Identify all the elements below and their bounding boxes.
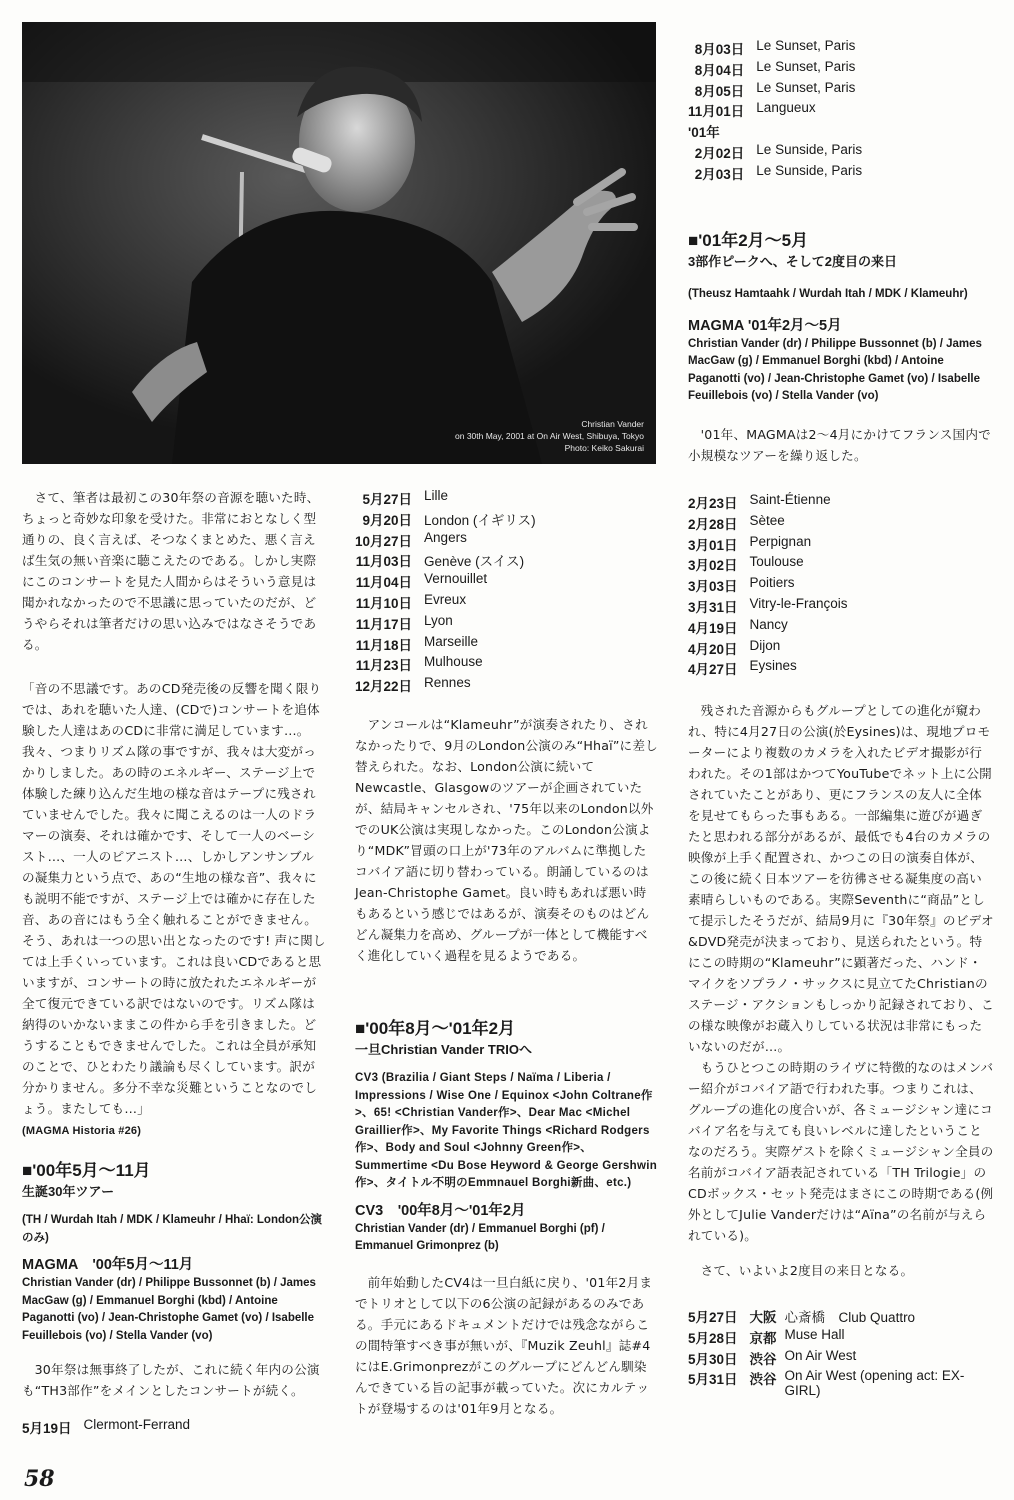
date-row <box>688 534 848 555</box>
place: Vitry-le-François <box>749 595 848 611</box>
place: Poitiers <box>749 575 795 591</box>
band-title: MAGMA '00年5月〜11月 <box>22 1257 194 1273</box>
place: Le Sunside, Paris <box>756 162 863 178</box>
date-row <box>688 575 848 596</box>
tour-paragraph: '01年、MAGMAは2〜4月にかけてフランス国内で小規模なツアーを繰り返した。 <box>688 426 991 463</box>
place: London (イギリス) <box>424 512 536 528</box>
place: Rennes <box>424 675 471 691</box>
date-row <box>688 513 848 534</box>
place: Evreux <box>424 591 467 607</box>
quote-reference: (MAGMA Historia #26) <box>22 1125 142 1137</box>
venue: On Air West (opening act: EX-GIRL) <box>784 1368 965 1399</box>
place: Genève (スイス) <box>424 554 525 570</box>
place: Nancy <box>749 616 788 632</box>
date-row <box>688 38 862 59</box>
col3-dates-top <box>688 38 994 184</box>
col1-quote <box>22 678 326 1142</box>
place: Le Sunset, Paris <box>756 58 856 74</box>
date: 5月30日 <box>688 1351 738 1367</box>
section-heading: ■'00年8月〜'01年2月 <box>355 1019 516 1038</box>
date: 2月02日 <box>694 145 745 161</box>
col3-body <box>688 700 994 1281</box>
city: 大阪 <box>749 1310 777 1325</box>
place: Dijon <box>749 637 781 653</box>
date: 5月27日 <box>362 492 413 507</box>
date-row <box>688 163 862 184</box>
section-subheading: 一旦Christian Vander TRIOへ <box>355 1042 532 1057</box>
member-intro-paragraph: もうひとつこの時期のライヴに特徴的なのはメンバー紹介がコバイア語で行われた事。つまりこれは、グループの進化の度合いが、各ミュージシャン達にコバイア名を与えても良いレベルに達したということなのだろう。実際ゲストを除くミュージシャン全員の名前がコバイア語表記されている「TH Trilogie」のCDボックス・セット発売はまさにこの時期である(例外としてJulie Vanderだけは“Aïna”の名前が与えられている)。 <box>688 1060 994 1243</box>
date-list <box>355 488 536 696</box>
date: 11月04日 <box>355 575 413 591</box>
band-title: CV3 '00年8月〜'01年2月 <box>355 1202 526 1219</box>
venue: On Air West <box>784 1347 857 1363</box>
date-row <box>688 100 862 121</box>
date: 9月20日 <box>362 512 413 528</box>
date: 2月23日 <box>688 496 738 511</box>
place: Clermont-Ferrand <box>83 1417 191 1432</box>
date: 11月18日 <box>355 637 413 653</box>
band-title: MAGMA '01年2月〜5月 <box>688 317 842 334</box>
band-members: Christian Vander (dr) / Philippe Bussonnet (b) / James MacGaw (g) / Emmanuel Borghi (kbd) / Antoine Paganotti (vo) / Jean-Christophe Gamet (vo) / Isabelle Feuillebois (vo) / Stella Vander (vo) <box>22 1277 316 1342</box>
date-row <box>688 554 848 575</box>
encore-paragraph: アンコールは“Klameuhr”が演奏されたり、されなかったりで、9月のLondon公演のみ“Hhaï”に差し替えられた。なお、London公演に続いてNewcastle、Glasgowのツアーが企画されていたが、結局キャンセルされ、'75年以来のLondon以外でのUK公演は実現しなかった。このLondon公演より“MDK”冒頭の口上が'73年のアルバムに準拠したコバイア語に切り替わっている。朗誦しているのはJean-Christophe Gamet。良い時もあれば悪い時もあるという感じではあるが、演奏そのものはどんどん凝集力を高め、グループが一体として機能すべく進化していく過程を見るようである。 <box>355 717 658 963</box>
year-label: '01年 <box>688 125 720 141</box>
section-repertoire: CV3 (Brazilia / Giant Steps / Naïma / Liberia / Impressions / Wise One / Equinox <John Coltrane作>、65! <Christian Vander作>、Dear Mac <Michel Graillier作>、My Favorite Things <Richard Rodgers作>、Body and Soul <Johnny Green作>、Summertime <Du Bose Heyword & George Gershwin作>、タイトル不明のEmmnauel Borghi新曲、etc.) <box>355 1072 658 1189</box>
date-row <box>688 1348 975 1369</box>
date: 5月19日 <box>22 1421 72 1436</box>
city: 渋谷 <box>749 1351 777 1367</box>
place: Perpignan <box>749 533 812 549</box>
concert-photo <box>22 22 656 464</box>
city: 渋谷 <box>749 1372 777 1388</box>
place: Mulhouse <box>424 654 483 670</box>
date: 11月10日 <box>355 595 413 611</box>
band-members: Christian Vander (dr) / Philippe Bussonnet (b) / James MacGaw (g) / Emmanuel Borghi (kbd) / Antoine Paganotti (vo) / Jean-Christophe Gamet (vo) / Isabelle Feuillebois (vo) / Stella Vander (vo) <box>688 337 982 402</box>
place: Le Sunset, Paris <box>756 38 856 53</box>
cv3-paragraph: 前年始動したCV4は一旦白紙に戻り、'01年2月までトリオとして以下の6公演の記録があるのみである。手元にあるドキュメントだけでは残念ながらこの間特筆すべき事が無いが、『Muzik Zeuhl』誌#4にはE.Grimonprezがこのグループにどんどん馴染んできている旨の記事が載っていた。次にカルテットが登場するのは'01年9月となる。 <box>355 1274 653 1416</box>
section-heading: ■'01年2月〜5月 <box>688 231 809 250</box>
date: 2月03日 <box>694 166 745 182</box>
date-row <box>355 509 536 530</box>
date-row <box>688 1327 975 1348</box>
place: Eysines <box>749 658 797 674</box>
date: 11月17日 <box>355 616 413 632</box>
place: Toulouse <box>749 554 804 570</box>
date-row <box>688 80 862 101</box>
quote-paragraph: 「音の不思議です。あのCD発売後の反響を聞く限りでは、あれを聴いた人達、(CDで)コンサートを追体験した人達はあのCDに非常に満足しています…。我々、つまりリズム隊の事ですが、我々は大変がっかりしました。あの時のエネルギー、ステージ上で体験した練り込んだ生地の様な音はテープに残されていませんでした。我々に聞こえるのは一人のドラマーの演奏、それは確かです、そして一人のベーシスト…、一人のピアニスト…、しかしアンサンブルの凝集力という点で、あの“生地の様な音”、我々にも説明不能ですが、ステージ上では確かに存在した音、あの音にはもう全く触れることができません。そう、あれは一つの思い出となったのです! 声に関しては上手くいっています。これは良いCDであると思いますが、コンサートの時に放たれたエネルギーが全て復元できている訳ではないのです。リズム隊は納得のいかないままこの件から手を引きました。どうすることもできませんでした。これは全員が承知のことで、ひとわたり議論も尽くしています。訳が分かりません。多分不幸な災難ということなのでしょう。またしても…」 <box>22 681 326 1116</box>
date: 8月05日 <box>694 83 745 99</box>
date: 8月04日 <box>694 62 745 78</box>
section-repertoire: (Theusz Hamtaahk / Wurdah Itah / MDK / Klameuhr) <box>688 288 968 300</box>
date-row <box>688 59 862 80</box>
section-00-may-nov <box>22 1160 326 1438</box>
video-paragraph: 残された音源からもグループとしての進化が窺われ、特に4月27日の公演(於Eysines)は、現地プロモーターにより複数のカメラを入れたビデオ撮影が行われた。その1部はかつてYouTubeでネット上に公開されていたことがあり、更にフランスの友人に全体を見せてもらった事もある。一部編集に遊びが過ぎたと思われる部分があるが、最低でも4台のカメラの映像が上手く配置され、かつこの日の演奏自体が、この後に続く日本ツアーを彷彿させる凝集度の高い素晴らしいものである。実際Seventhに“商品”として提示したそうだが、結局9月に『30年祭』のビデオ&DVD発売が決まっており、見送られたという。特にこの時期の“Klameuhr”に顕著だった、ハンド・マイクをソプラノ・サックスに見立てたChristianのステージ・アクションもしっかり記録されており、この様な映像がお蔵入りしている状況は非常にもったいないのだが…。 <box>688 703 994 1054</box>
col2-dates <box>355 488 659 696</box>
date-row <box>355 634 536 655</box>
date: 5月31日 <box>688 1372 738 1388</box>
date-row <box>355 654 536 675</box>
date: 10月27日 <box>355 533 413 549</box>
band-members: Christian Vander (dr) / Emmanuel Borghi (pf) / Emmanuel Grimonprez (b) <box>355 1222 605 1252</box>
date: 3月03日 <box>688 579 738 595</box>
date: 4月27日 <box>688 662 738 678</box>
caption-name: Christian Vander <box>581 419 644 429</box>
caption-event: on 30th May, 2001 at On Air West, Shibuya, Tokyo <box>455 431 644 441</box>
intro-paragraph: さて、筆者は最初この30年祭の音源を聴いた時、ちょっと奇妙な印象を受けた。非常におとなしく型通りの、良く言えば、そつなくまとめた、悪く言えば生気の無い音楽に聴こえたのである。しかし実際にこのコンサートを見た人間からはそういう意見は聞かれなかったので不思議に思っていたのだが、どうやらそれは筆者だけの思い込みではなさそうである。 <box>22 490 320 652</box>
date: 4月19日 <box>688 620 738 636</box>
date: 3月31日 <box>688 599 738 615</box>
date-row <box>688 617 848 638</box>
date-row <box>355 530 536 551</box>
page-number: 58 <box>24 1466 55 1492</box>
caption-credit: Photo: Keiko Sakurai <box>564 443 644 453</box>
closing-paragraph: 30年祭は無事終了したが、これに続く年内の公演も“TH3部作”をメインとしたコンサートが続く。 <box>22 1362 320 1398</box>
date-row <box>688 658 848 679</box>
date: 2月28日 <box>688 516 738 532</box>
date: 5月28日 <box>688 1330 738 1346</box>
date-row <box>22 1417 190 1438</box>
date-list <box>688 38 862 184</box>
date-row <box>688 638 848 659</box>
date: 3月02日 <box>688 558 738 574</box>
place: Angers <box>424 529 467 545</box>
section-00-aug-01-feb <box>355 1018 659 1419</box>
section-subheading: 3部作ピークへ、そして2度目の来日 <box>688 254 897 269</box>
place: Saint-Étienne <box>749 492 831 507</box>
date: 11月01日 <box>688 104 745 120</box>
date: 11月23日 <box>355 658 413 674</box>
venue: Muse Hall <box>784 1326 845 1342</box>
date: 4月20日 <box>688 641 738 657</box>
date-list <box>688 492 848 679</box>
place: Vernouillet <box>424 571 488 587</box>
japan-intro-paragraph: さて、いよいよ2度目の来日となる。 <box>700 1263 914 1278</box>
col1-intro <box>22 487 326 655</box>
date-list <box>22 1417 190 1438</box>
date: 8月03日 <box>694 42 745 57</box>
date: 5月27日 <box>688 1310 738 1325</box>
section-heading: ■'00年5月〜11月 <box>22 1161 151 1180</box>
date-row <box>355 592 536 613</box>
date-row <box>355 488 536 509</box>
singer-photo-illustration <box>22 22 656 464</box>
place: Sètee <box>749 512 785 528</box>
date-row <box>355 613 536 634</box>
date-row <box>355 550 536 571</box>
date-row <box>688 1368 975 1398</box>
photo-caption <box>455 418 644 454</box>
section-01-feb-may <box>688 230 994 466</box>
date: 3月01日 <box>688 537 738 553</box>
place: Le Sunside, Paris <box>756 141 863 157</box>
japan-date-list <box>688 1306 975 1398</box>
section-subheading: 生誕30年ツアー <box>22 1184 115 1199</box>
col3-dates-mid <box>688 492 994 679</box>
city: 京都 <box>749 1330 777 1346</box>
date-row <box>688 142 862 163</box>
place: Marseille <box>424 633 479 649</box>
place: Lyon <box>424 612 453 628</box>
col3-japan-dates <box>688 1306 994 1398</box>
date: 11月03日 <box>355 554 413 570</box>
date-row <box>688 1306 975 1327</box>
date: 12月22日 <box>355 679 413 695</box>
date-row <box>688 492 848 513</box>
year-row <box>688 121 862 142</box>
place: Langueux <box>756 100 816 116</box>
date-row <box>355 675 536 696</box>
date-row <box>688 596 848 617</box>
place: Le Sunset, Paris <box>756 79 856 95</box>
venue: 心斎橋 Club Quattro <box>784 1310 916 1325</box>
date-row <box>355 571 536 592</box>
place: Lille <box>424 488 449 503</box>
section-repertoire: (TH / Wurdah Itah / MDK / Klameuhr / Hhaï: London公演のみ) <box>22 1214 323 1244</box>
